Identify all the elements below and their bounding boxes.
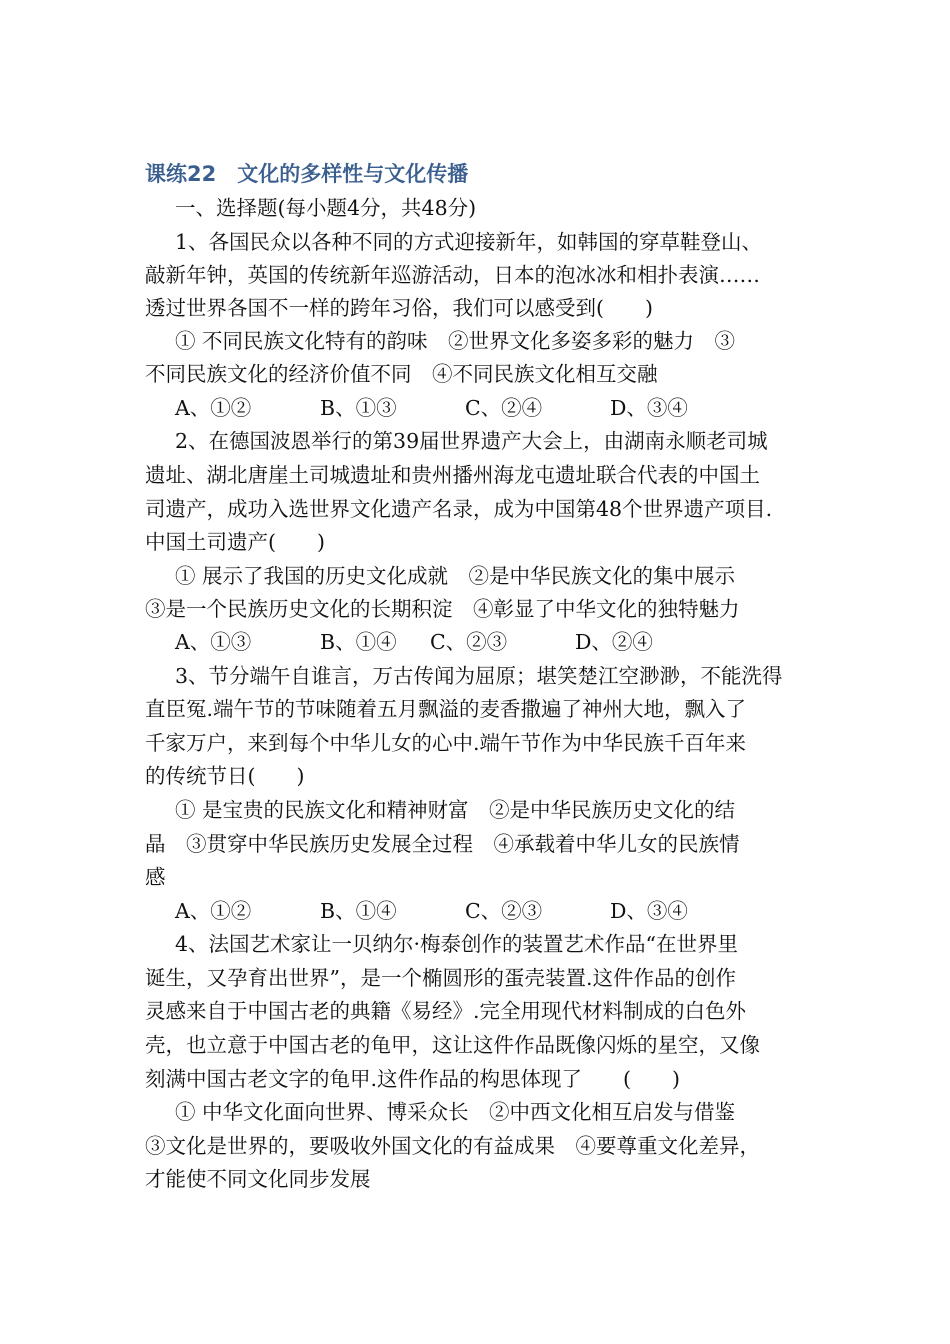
question-text-line: 的传统节日( )	[145, 764, 305, 788]
question-text-line: 1、各国民众以各种不同的方式迎接新年，如韩国的穿草鞋登山、	[175, 230, 763, 254]
statement-line: 感	[145, 865, 166, 889]
question-text-line: 敲新年钟，英国的传统新年巡游活动，日本的泡冰冰和相扑表演……	[145, 263, 760, 287]
statement-line: ③是一个民族历史文化的长期积淀 ④彰显了中华文化的独特魅力	[145, 597, 740, 621]
page-title: 课练22 文化的多样性与文化传播	[145, 162, 469, 186]
question-text-line: 4、法国艺术家让一贝纳尔·梅泰创作的装置艺术作品“在世界里	[175, 932, 739, 956]
option-b: B、①④	[320, 630, 397, 654]
question-text-line: 司遗产，成功入选世界文化遗产名录，成为中国第48个世界遗产项目.	[145, 497, 773, 521]
question-text-line: 刻满中国古老文字的龟甲.这件作品的构思体现了 ( )	[145, 1067, 681, 1091]
answer-options	[175, 626, 795, 659]
question-text-line: 中国土司遗产( )	[145, 530, 325, 554]
option-b: B、①③	[320, 396, 397, 420]
answer-options	[175, 392, 795, 425]
option-a: A、①③	[175, 630, 252, 654]
statement-line: ① 是宝贵的民族文化和精神财富 ②是中华民族历史文化的结	[175, 798, 736, 822]
answer-options	[175, 895, 795, 928]
option-c: C、②③	[465, 899, 543, 923]
question-text-line: 遗址、湖北唐崖土司城遗址和贵州播州海龙屯遗址联合代表的中国土	[145, 463, 760, 487]
question-text-line: 直臣冤.端午节的节味随着五月飘溢的麦香撒遍了神州大地，飘入了	[145, 697, 747, 721]
question-text-line: 3、节分端午自谁言，万古传闻为屈原；堪笑楚江空渺渺，不能洗得	[175, 664, 783, 688]
option-a: A、①②	[175, 396, 252, 420]
statement-line: 才能使不同文化同步发展	[145, 1167, 371, 1191]
statement-line: 不同民族文化的经济价值不同 ④不同民族文化相互交融	[145, 362, 658, 386]
option-a: A、①②	[175, 899, 252, 923]
option-c: C、②④	[465, 396, 543, 420]
question-text-line: 灵感来自于中国古老的典籍《易经》.完全用现代材料制成的白色外	[145, 999, 747, 1023]
option-d: D、③④	[610, 899, 688, 923]
statement-line: ① 展示了我国的历史文化成就 ②是中华民族文化的集中展示	[175, 564, 736, 588]
question-text-line: 壳，也立意于中国古老的龟甲，这让这件作品既像闪烁的星空，又像	[145, 1033, 760, 1057]
option-d: D、③④	[610, 396, 688, 420]
section-heading: 一、选择题(每小题4分，共48分)	[175, 196, 477, 220]
question-text-line: 透过世界各国不一样的跨年习俗，我们可以感受到( )	[145, 296, 653, 320]
question-text-line: 诞生，又孕育出世界”，是一个椭圆形的蛋壳装置.这件作品的创作	[145, 966, 736, 990]
statement-line: 晶 ③贯穿中华民族历史发展全过程 ④承载着中华儿女的民族情	[145, 832, 740, 856]
statement-line: ① 不同民族文化特有的韵味 ②世界文化多姿多彩的魅力 ③	[175, 329, 736, 353]
option-d: D、②④	[575, 630, 653, 654]
option-b: B、①④	[320, 899, 397, 923]
question-text-line: 2、在德国波恩举行的第39届世界遗产大会上，由湖南永顺老司城	[175, 429, 768, 453]
statement-line: ① 中华文化面向世界、博采众长 ②中西文化相互启发与借鉴	[175, 1100, 736, 1124]
question-text-line: 千家万户，来到每个中华儿女的心中.端午节作为中华民族千百年来	[145, 731, 747, 755]
statement-line: ③文化是世界的，要吸收外国文化的有益成果 ④要尊重文化差异，	[145, 1134, 760, 1158]
option-c: C、②③	[430, 630, 508, 654]
